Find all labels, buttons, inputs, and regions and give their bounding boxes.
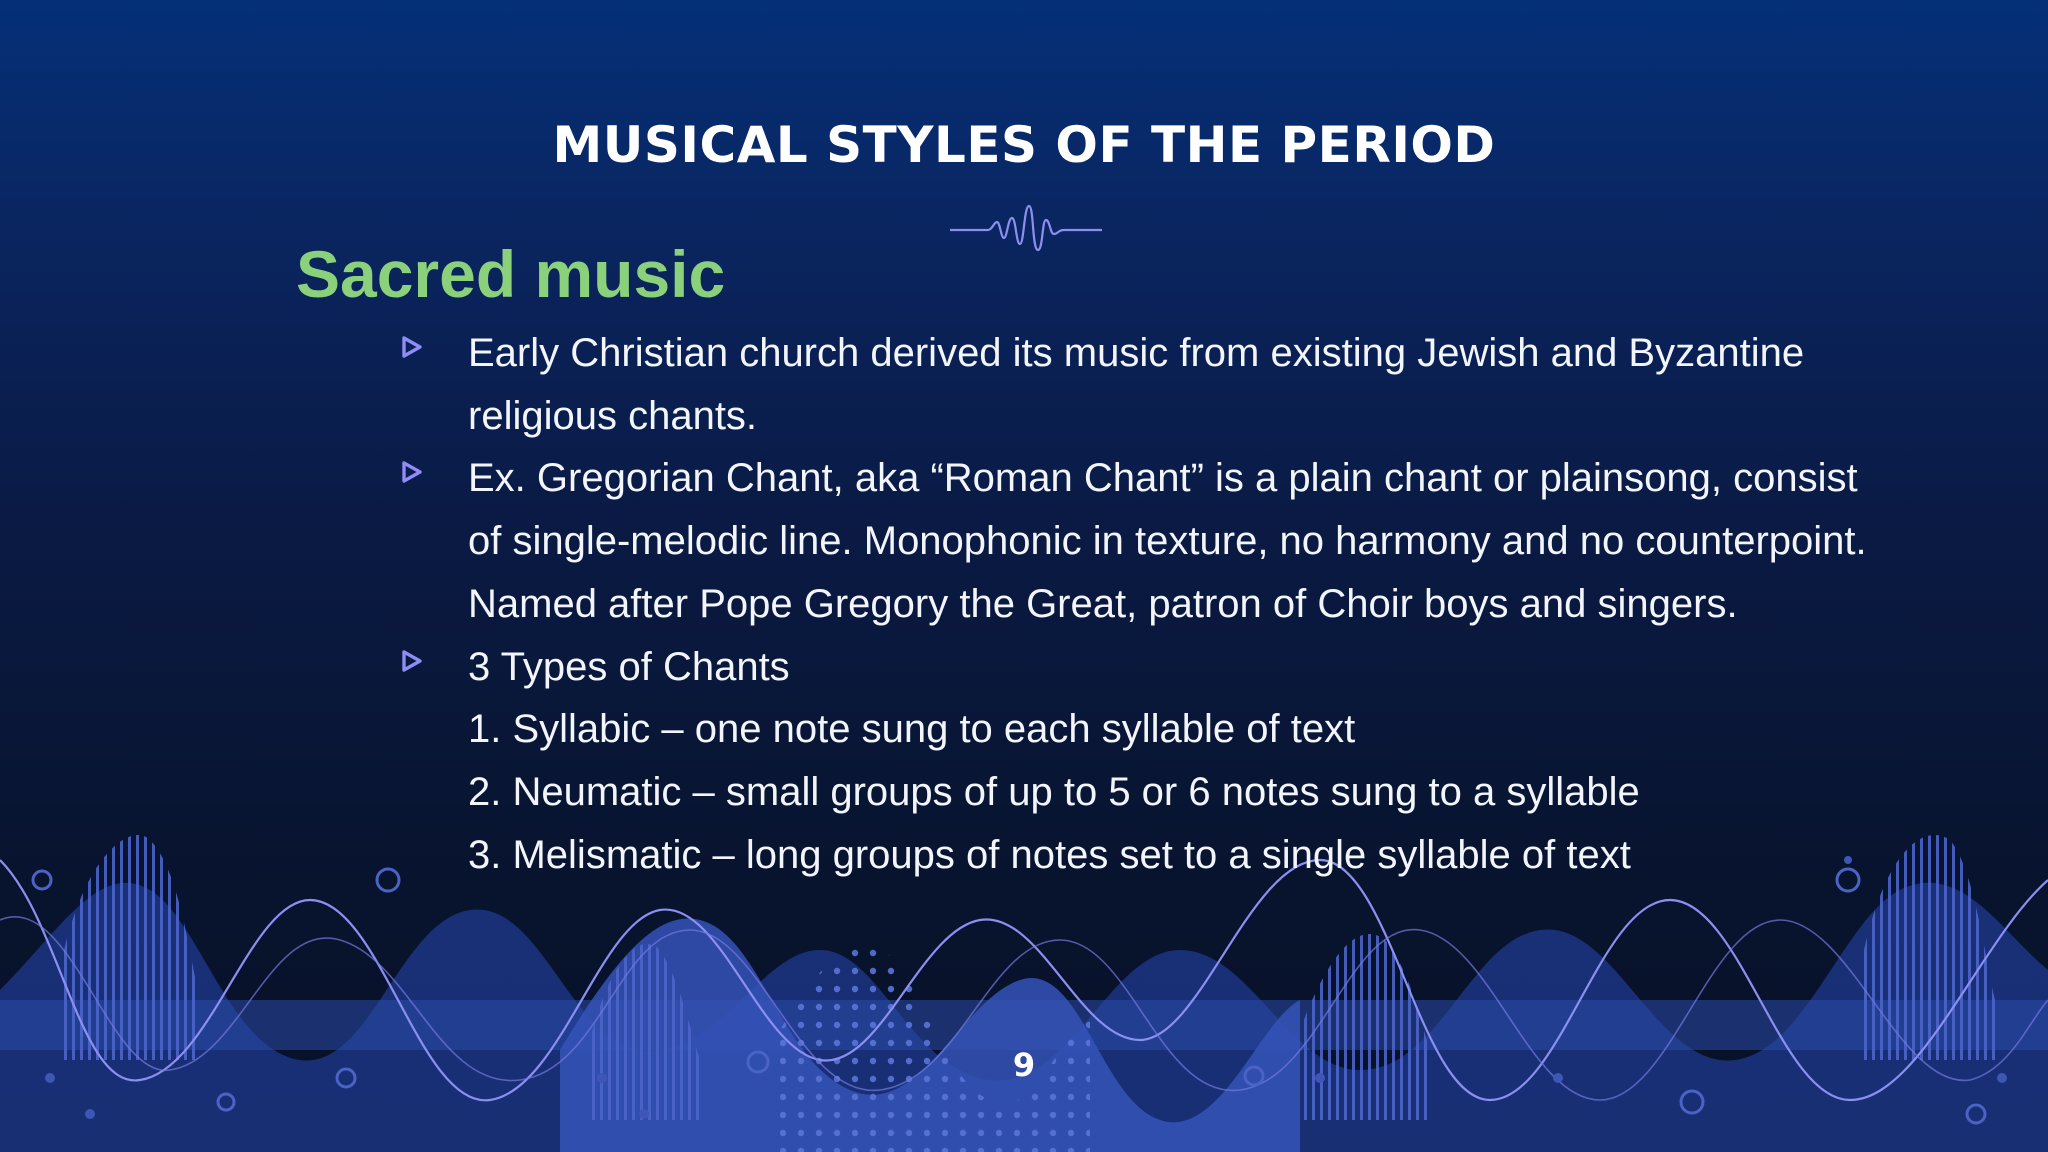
bullet-text: Early Christian church derived its music from existing Jewish and Byzantine religious chants. [468,331,1805,438]
bullet-item [468,322,1888,447]
triangle-outline-icon [400,334,424,360]
chant-type-melismatic: 3. Melismatic – long groups of notes set to a single syllable of text [468,832,1631,877]
bullet-text: 3 Types of Chants [468,644,790,689]
bullet-text: Ex. Gregorian Chant, aka “Roman Chant” is a plain chant or plainsong, consist of single-melodic line. Monophonic in texture, no harmony and no counterpoint. Named after Pope Gregory the Great, patron of Choir boys and singers. [468,456,1867,626]
section-heading: Sacred music [296,237,726,311]
bullet-list [468,322,1888,886]
slide-title: MUSICAL STYLES OF THE PERIOD [552,116,1496,174]
chant-type-syllabic: 1. Syllabic – one note sung to each syllable of text [468,707,1356,752]
bullet-item [468,636,1888,887]
chant-type-neumatic: 2. Neumatic – small groups of up to 5 or 6 notes sung to a syllable [468,769,1640,814]
triangle-outline-icon [400,459,424,485]
bullet-item [468,447,1888,635]
triangle-outline-icon [400,648,424,674]
page-number: 9 [1012,1046,1036,1084]
sound-wave-icon [950,200,1102,254]
